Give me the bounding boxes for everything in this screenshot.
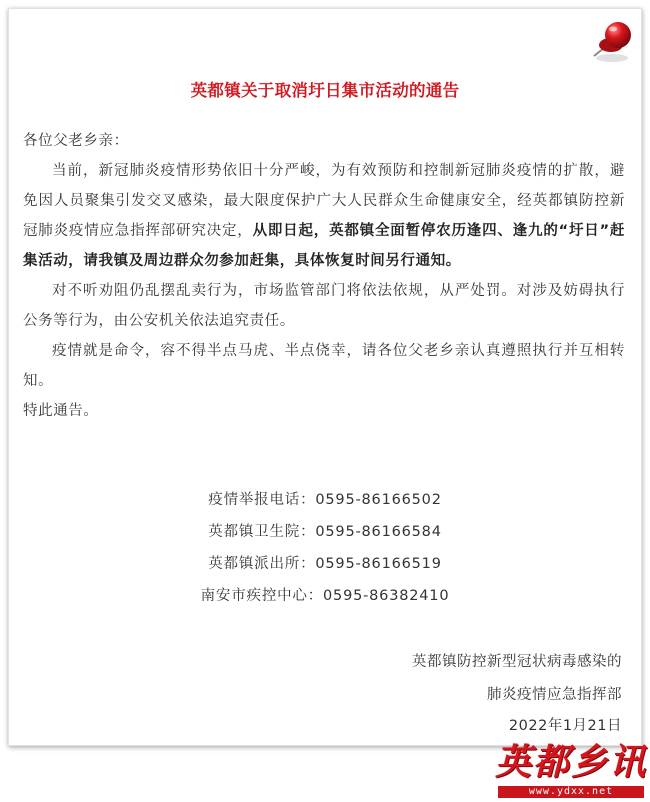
announcement-bold-text: 从即日起，英都镇全面暂停农历逢四、逢九的“圩日”赶集活动，请我镇及周边群众勿参加赶集，具体恢复时间另行通知。 [23, 223, 626, 269]
watermark-url: www.ydxx.net [498, 786, 644, 798]
contact-police-station: 英都镇派出所：0595-86166519 [208, 556, 442, 572]
paragraph-penalty: 对不听劝阻仍乱摆乱卖行为，市场监管部门将依法依规，从严处罚。对涉及妨碍执行公务等行为，由公安机关依法追究责任。 [23, 283, 625, 329]
contact-cdc: 南安市疾控中心：0595-86382410 [200, 588, 450, 604]
signature-date: 2022年1月21日 [508, 718, 622, 734]
announcement-text: 当前，新冠肺炎疫情形势依旧十分严峻，为有效预防和控制新冠肺炎疫情的扩散，避免因人员聚集引发交叉感染，最大限度保护广大人民群众生命健康安全，经英都镇防控新冠肺炎疫情应急指挥部研究决定， [23, 163, 625, 239]
pushpin-icon [590, 18, 640, 66]
signature-line-1: 英都镇防控新型冠状病毒感染的 [412, 654, 622, 670]
salutation: 各位父老乡亲： [23, 133, 129, 149]
notice-body [23, 126, 625, 426]
site-watermark [494, 740, 648, 800]
closing-line: 特此通告。 [23, 403, 99, 419]
notice-title: 英都镇关于取消圩日集市活动的通告 [190, 81, 460, 100]
contact-hotline: 疫情举报电话：0595-86166502 [208, 492, 442, 508]
paragraph-appeal: 疫情就是命令，容不得半点马虎、半点侥幸，请各位父老乡亲认真遵照执行并互相转知。 [23, 343, 625, 389]
signature-line-2: 肺炎疫情应急指挥部 [487, 687, 622, 703]
paragraph-announcement [23, 156, 625, 276]
watermark-brand: 英都乡讯 [494, 741, 647, 783]
contact-health-center: 英都镇卫生院：0595-86166584 [208, 524, 442, 540]
